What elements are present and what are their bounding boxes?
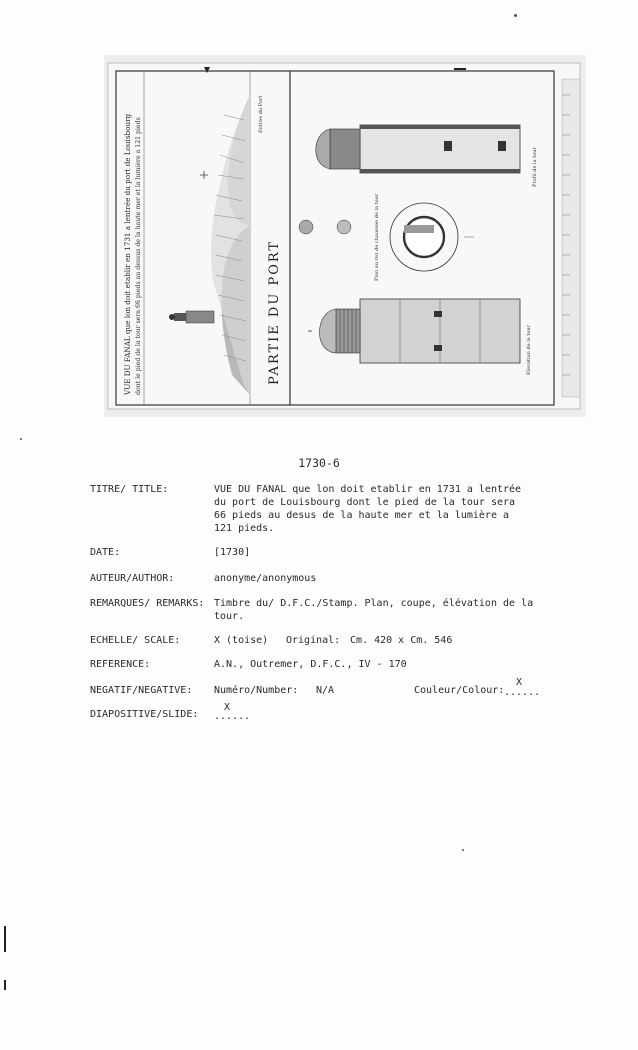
negative-number-value: N/A xyxy=(316,685,335,696)
entry-label: Entrée du Port xyxy=(258,95,264,133)
original-value: Cm. 420 x Cm. 546 xyxy=(350,635,453,646)
elevation-label: Elevation de la tour xyxy=(526,325,532,375)
original-label: Original: xyxy=(286,635,341,646)
plan-label: Plan au rez de chaussée de la tour xyxy=(374,193,380,281)
negative-number-label: Numéro/Number: xyxy=(214,685,299,696)
scan-speck xyxy=(20,438,22,440)
scan-speck xyxy=(462,849,464,851)
negative-label: NEGATIF/NEGATIVE: xyxy=(90,685,193,696)
scan-speck xyxy=(514,14,517,17)
side-label: PARTIE DU PORT xyxy=(267,239,282,385)
remarks-line-1: Timbre du/ D.F.C./Stamp. Plan, coupe, élévation de la xyxy=(214,598,534,609)
remarks-line-2: tour. xyxy=(214,611,245,622)
title-line-3: 66 pieds au desus de la haute mer et la lumière a xyxy=(214,510,510,521)
slide-label: DIAPOSITIVE/SLIDE: xyxy=(90,709,199,720)
drawing-subtitle: dont le pied de la tour sera 66 pieds au dessus de la haute mer et la lumière a 121 pieds xyxy=(135,117,142,395)
date-label: DATE: xyxy=(90,547,121,558)
remarks-label: REMARQUES/ REMARKS: xyxy=(90,598,205,609)
scale-value: X (toise) xyxy=(214,635,269,646)
slide-dots: ...... xyxy=(214,711,251,722)
reference-label: REFERENCE: xyxy=(90,659,151,670)
lighthouse-drawing xyxy=(104,55,586,417)
author-label: AUTEUR/AUTHOR: xyxy=(90,573,175,584)
title-line-4: 121 pieds. xyxy=(214,523,275,534)
scale-label: ECHELLE/ SCALE: xyxy=(90,635,181,646)
slide-mark: X xyxy=(224,702,231,713)
record-id: 1730-6 xyxy=(298,456,340,470)
title-line-2: du port de Louisbourg dont le pied de la tour sera xyxy=(214,497,516,508)
drawing-title: VUE DU FANAL que lon doit etablir en 1731 a lentrée du port de Louisbourg xyxy=(123,113,132,395)
reference-value: A.N., Outremer, D.F.C., IV - 170 xyxy=(214,659,407,670)
title-label: TITRE/ TITLE: xyxy=(90,484,169,495)
author-value: anonyme/anonymous xyxy=(214,573,317,584)
colour-mark: X xyxy=(516,677,523,688)
scan-edge-mark xyxy=(4,980,6,990)
profile-label: Profil de la tour xyxy=(532,147,538,187)
scan-edge-mark xyxy=(4,926,6,952)
colour-label: Couleur/Colour: xyxy=(414,685,505,696)
archival-drawing-photo xyxy=(104,55,586,417)
colour-dots: ...... xyxy=(504,687,541,698)
title-line-1: VUE DU FANAL que lon doit etablir en 1731 a lentrée xyxy=(214,484,522,495)
date-value: [1730] xyxy=(214,547,251,558)
